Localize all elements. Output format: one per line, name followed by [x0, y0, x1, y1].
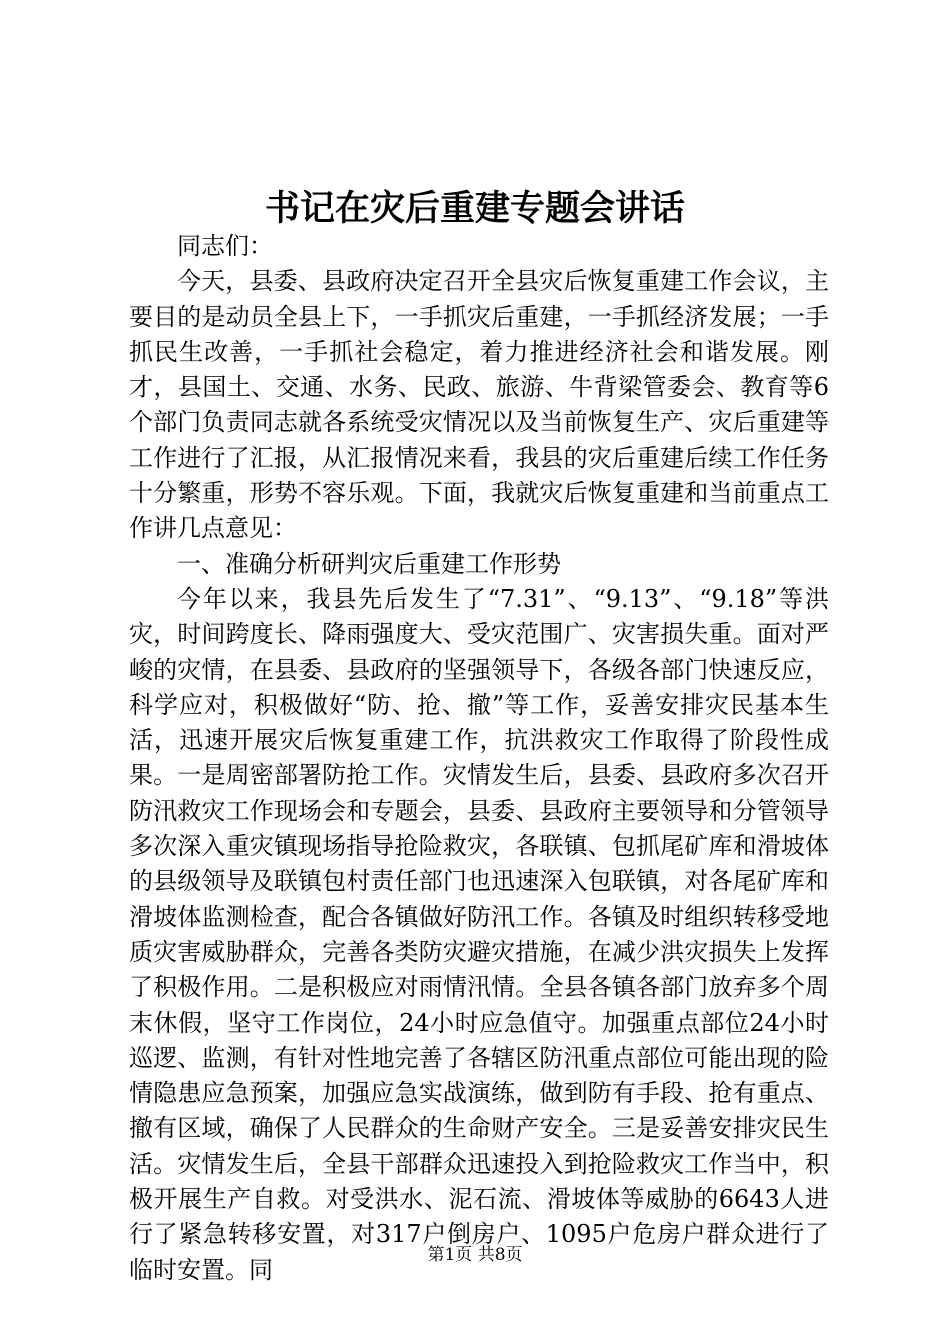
document-title: 书记在灾后重建专题会讲话 [264, 188, 685, 229]
salutation-paragraph: 同志们： [177, 232, 273, 260]
intro-paragraph: 今天，县委、县政府决定召开全县灾后恢复重建工作会议，主要目的是动员全县上下，一手抓灾后重建，一手抓经济发展；一手抓民生改善，一手抓社会稳定，着力推进经济社会和谐发展。刚才，县国土、交通、水务、民政、旅游、牛背梁管委会、教育等6个部门负责同志就各系统受灾情况以及当前恢复生产、灾后重建等工作进行了汇报，从汇报情况来看，我县的灾后重建后续工作任务十分繁重，形势不容乐观。下面，我就灾后恢复重建和当前重点工作讲几点意见： [129, 267, 829, 543]
section-heading: 一、准确分析研判灾后重建工作形势 [177, 549, 561, 578]
body-paragraph: 今年以来，我县先后发生了“7.31”、“9.13”、“9.18”等洪灾，时间跨度长、降雨强度大、受灾范围广、灾害损失重。面对严峻的灾情，在县委、县政府的坚强领导下，各级各部门快速反应，科学应对，积极做好“防、抢、撤”等工作，妥善安排灾民基本生活，迅速开展灾后恢复重建工作，抗洪救灾工作取得了阶段性成果。一是周密部署防抢工作。灾情发生后，县委、县政府多次召开防汛救灾工作现场会和专题会，县委、县政府主要领导和分管领导多次深入重灾镇现场指导抢险救灾，各联镇、包抓尾矿库和滑坡体的县级领导及联镇包村责任部门也迅速深入包联镇，对各尾矿库和滑坡体监测检查，配合各镇做好防汛工作。各镇及时组织转移受地质灾害威胁群众，完善各类防灾避灾措施，在减少洪灾损失上发挥了积极作用。二是积极应对雨情汛情。全县各镇各部门放弃多个周末休假，坚守工作岗位，24小时应急值守。加强重点部位24小时巡逻、监测，有针对性地完善了各辖区防汛重点部位可能出现的险情隐患应急预案，加强应急实战演练，做到防有手段、抢有重点、撤有区域，确保了人民群众的生命财产安全。三是妥善安排灾民生活。灾情发生后，全县干部群众迅速投入到抢险救灾工作当中，积极开展生产自救。对受洪水、泥石流、滑坡体等威胁的6643人进行了紧急转移安置，对317户倒房户、1095户危房户群众进行了临时安置。同 [129, 584, 829, 1284]
document-body [129, 229, 829, 1288]
page-number-footer: 第1页 共8页 [427, 1245, 523, 1265]
